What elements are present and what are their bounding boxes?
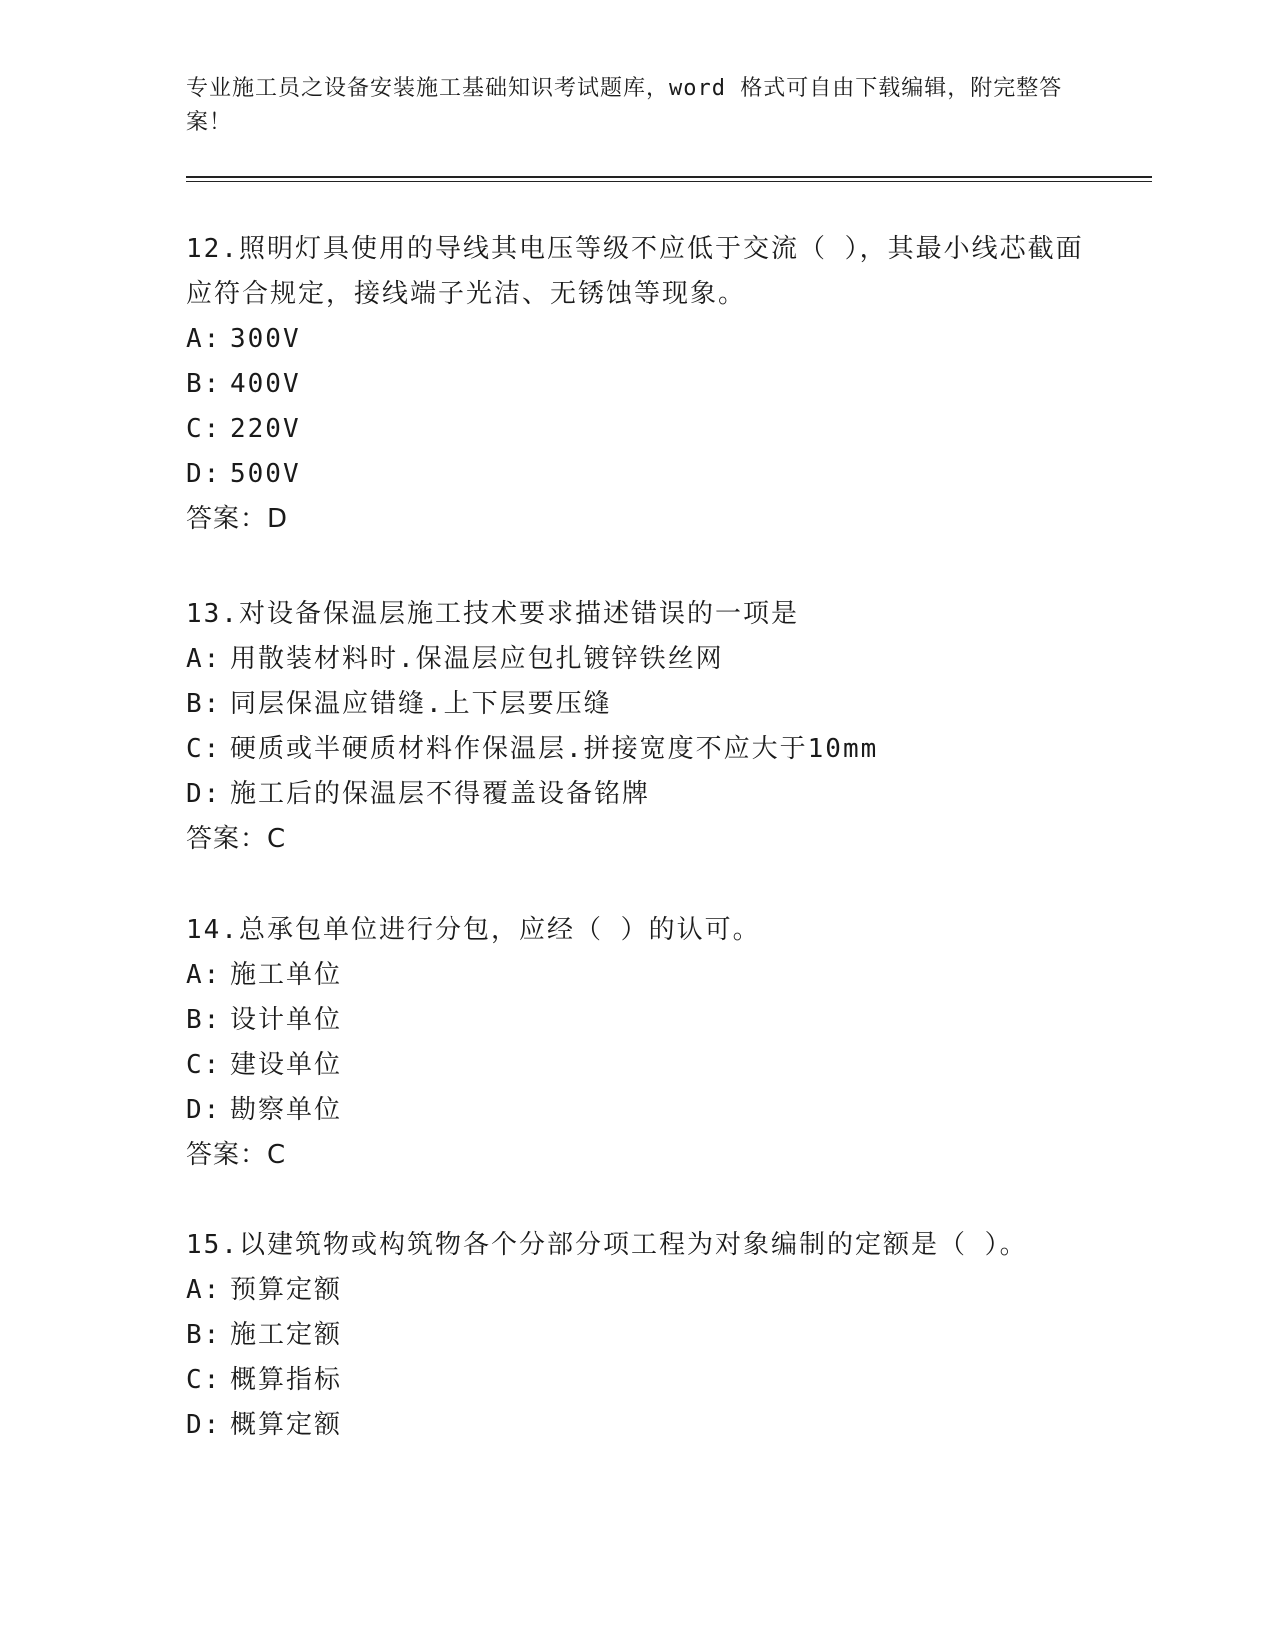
option-letter: D: [186,1410,222,1440]
option-text: 400V [230,369,301,399]
option-a [186,637,1086,682]
option-d [186,772,1086,817]
option-letter: C: [186,414,222,444]
option-letter: A: [186,324,222,354]
option-text: 300V [230,324,301,354]
option-a [186,1268,1086,1313]
option-b [186,362,1086,407]
answer-line: 答案：C [186,824,287,854]
option-c [186,407,1086,452]
question-stem: 15.以建筑物或构筑物各个分部分项工程为对象编制的定额是（ ）。 [186,1230,1028,1260]
option-letter: C: [186,734,222,764]
option-d [186,1088,1086,1133]
question-stem: 12.照明灯具使用的导线其电压等级不应低于交流（ ），其最小线芯截面应符合规定，接线端子光洁、无锈蚀等现象。 [186,234,1084,309]
option-letter: A: [186,960,222,990]
option-text: 预算定额 [230,1275,343,1305]
option-letter: A: [186,644,222,674]
option-c [186,727,1086,772]
option-text: 施工单位 [230,960,343,990]
option-text: 设计单位 [230,1005,343,1035]
option-text: 勘察单位 [230,1095,343,1125]
option-text: 施工定额 [230,1320,343,1350]
option-text: 概算指标 [230,1365,343,1395]
option-letter: D: [186,779,222,809]
question-14 [186,908,1086,1178]
question-15 [186,1223,1086,1448]
option-d [186,452,1086,497]
question-13 [186,592,1086,862]
option-text: 概算定额 [230,1410,343,1440]
option-letter: C: [186,1365,222,1395]
option-letter: B: [186,689,222,719]
option-d [186,1403,1086,1448]
option-a [186,317,1086,362]
option-letter: D: [186,1095,222,1125]
option-letter: A: [186,1275,222,1305]
question-stem: 14.总承包单位进行分包，应经（ ）的认可。 [186,915,761,945]
option-letter: C: [186,1050,222,1080]
option-letter: B: [186,369,222,399]
option-text: 500V [230,459,301,489]
question-12 [186,227,1086,542]
option-letter: B: [186,1320,222,1350]
option-letter: D: [186,459,222,489]
header-divider-thick [186,176,1152,178]
answer-line: 答案：C [186,1140,287,1170]
option-text: 同层保温应错缝.上下层要压缝 [230,689,612,719]
option-b [186,1313,1086,1358]
option-letter: B: [186,1005,222,1035]
option-text: 硬质或半硬质材料作保温层.拼接宽度不应大于10mm [230,734,879,764]
option-text: 施工后的保温层不得覆盖设备铭牌 [230,779,651,809]
option-c [186,1043,1086,1088]
option-c [186,1358,1086,1403]
option-a [186,953,1086,998]
option-text: 用散装材料时.保温层应包扎镀锌铁丝网 [230,644,724,674]
answer-line: 答案：D [186,504,289,534]
document-header: 专业施工员之设备安装施工基础知识考试题库，word 格式可自由下载编辑，附完整答案！ [186,76,1063,135]
header-divider-thin [186,181,1152,182]
option-text: 220V [230,414,301,444]
option-b [186,998,1086,1043]
option-b [186,682,1086,727]
question-stem: 13.对设备保温层施工技术要求描述错误的一项是 [186,599,799,629]
option-text: 建设单位 [230,1050,343,1080]
